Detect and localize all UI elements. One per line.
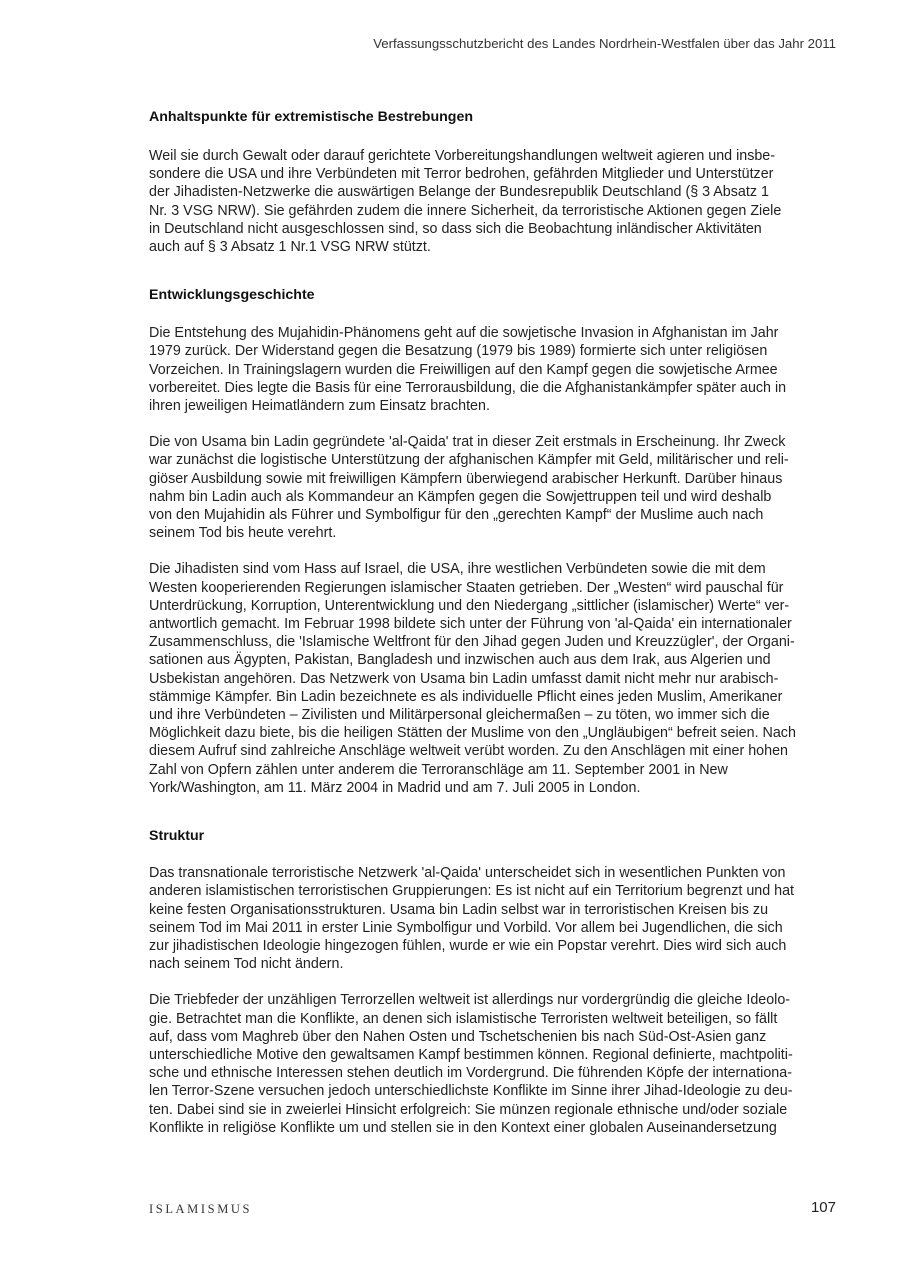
text-line: sche und ethnische Interessen stehen deutlich im Vordergrund. Die führenden Köpfe der internationa- [149, 1065, 792, 1082]
text-line: Möglichkeit dazu biete, bis die heiligen Stätten der Muslime von den „Ungläubigen“ befreit seien. Nach [149, 725, 796, 742]
text-line: Weil sie durch Gewalt oder darauf gerichtete Vorbereitungshandlungen weltweit agieren und insbe- [149, 148, 776, 164]
running-header: Verfassungsschutzbericht des Landes Nordrhein-Westfalen über das Jahr 2011 [373, 36, 836, 51]
text-line: vorbereitet. Dies legte die Basis für eine Terrorausbildung, die die Afghanistankämpfer später auch in [149, 379, 787, 396]
text-line: auf, dass vom Maghreb über den Nahen Osten und Tschetschenien bis nach Süd-Ost-Asien ganz [149, 1028, 767, 1045]
page-content [149, 106, 839, 1137]
text-line: unterschiedliche Motive den gewaltsamen Kampf bestimmen können. Regional definierte, machtpoliti- [149, 1046, 793, 1063]
footer-chapter-label: ISLAMISMUS [149, 1202, 253, 1216]
text-line: Die Triebfeder der unzähligen Terrorzellen weltweit ist allerdings nur vordergründig die gleiche Ideolo- [149, 992, 791, 1009]
text-line: Konflikte in religiöse Konflikte um und stellen sie in den Kontext einer globalen Auseinandersetzung [149, 1119, 777, 1136]
paragraph [149, 324, 839, 415]
text-line: ten. Dabei sind sie in zweierlei Hinsicht erfolgreich: Sie münzen regionale ethnische und/oder soziale [149, 1101, 788, 1118]
text-line: Nr. 3 VSG NRW). Sie gefährden zudem die innere Sicherheit, da terroristische Aktionen gegen Ziele [149, 202, 782, 219]
text-line: Zahl von Opfern zählen unter anderem die Terroranschläge am 11. September 2001 in New [149, 761, 728, 778]
text-line: len Terror-Szene versuchen jedoch unterschiedlichste Konflikte im Sinne ihrer Jihad-Ideologie zu deu- [149, 1083, 793, 1100]
text-line: Zusammenschluss, die 'Islamische Weltfront für den Jihad gegen Juden und Kreuzzügler', der Organi- [149, 634, 795, 651]
text-line: diesem Aufruf sind zahlreiche Anschläge weltweit verübt worden. Zu den Anschlägen mit einer hohen [149, 743, 788, 760]
text-line: nach seinem Tod nicht ändern. [149, 956, 344, 973]
text-line: Usbekistan angehören. Das Netzwerk von Usama bin Ladin umfasst damit nicht mehr nur arabisch- [149, 670, 779, 687]
text-line: Die Jihadisten sind vom Hass auf Israel, die USA, ihre westlichen Verbündeten sowie die mit dem [149, 561, 766, 578]
text-line: und ihre Verbündeten – Zivilisten und Militärpersonal gleichermaßen – zu töten, wo immer sich die [149, 707, 770, 724]
text-line: sondere die USA und ihre Verbündeten mit Terror bedrohen, gefährden Mitglieder und Unterstützer [149, 166, 774, 183]
text-line: der Jihadisten-Netzwerke die auswärtigen Belange der Bundesrepublik Deutschland (§ 3 Absatz 1 [149, 184, 769, 201]
text-line: ihren jeweiligen Heimatländern zum Einsatz brachten. [149, 398, 490, 415]
paragraph [149, 864, 839, 973]
text-line: Die von Usama bin Ladin gegründete 'al-Qaida' trat in dieser Zeit erstmals in Erscheinung. Ihr Zweck [149, 434, 786, 451]
text-line: zur jihadistischen Ideologie hingezogen fühlen, wurde er wie ein Popstar verehrt. Dies wird sich auch [149, 937, 787, 954]
text-line: nahm bin Ladin auch als Kommandeur an Kämpfen gegen die Sowjettruppen teil und wird deshalb [149, 488, 772, 505]
text-line: stämmige Kämpfer. Bin Ladin bezeichnete es als individuelle Pflicht eines jeden Muslim, Amerikaner [149, 688, 783, 705]
text-line: antwortlich gemacht. Im Februar 1998 bildete sich unter der Führung von 'al-Qaida' ein internationaler [149, 616, 792, 633]
text-line: Die Entstehung des Mujahidin-Phänomens geht auf die sowjetische Invasion in Afghanistan im Jahr [149, 325, 779, 342]
section-heading: Entwicklungsgeschichte [149, 287, 315, 304]
paragraph [149, 991, 839, 1137]
text-line: Unterdrückung, Korruption, Unterentwicklung und den Niedergang „sittlicher (islamischer) Werte“ ver- [149, 597, 790, 614]
section-heading: Struktur [149, 828, 205, 845]
text-line: Das transnationale terroristische Netzwerk 'al-Qaida' unterscheidet sich in wesentlichen Punkten von [149, 865, 786, 882]
section-heading: Anhaltspunkte für extremistische Bestrebungen [149, 109, 474, 125]
text-line: Westen kooperierenden Regierungen islamischer Staaten getrieben. Der „Westen“ wird pauschal für [149, 579, 784, 596]
text-line: gie. Betrachtet man die Konflikte, an denen sich islamistische Terroristen weltweit beteiligen, so fällt [149, 1010, 778, 1027]
text-line: seinem Tod im Mai 2011 in erster Linie Symbolfigur und Vorbild. Vor allem bei Jugendlichen, die sich [149, 919, 783, 936]
text-line: war zunächst die logistische Unterstützung der afghanischen Kämpfer mit Geld, militärischer und reli- [149, 452, 789, 469]
text-line: seinem Tod bis heute verehrt. [149, 525, 337, 542]
page-number: 107 [810, 1199, 836, 1216]
paragraph [149, 560, 839, 797]
text-line: giöser Ausbildung sowie mit freiwilligen Kämpfern überwiegend arabischer Herkunft. Darüber hinaus [149, 470, 783, 487]
text-line: anderen islamistischen terroristischen Gruppierungen: Es ist nicht auf ein Territorium begrenzt und hat [149, 883, 795, 900]
text-line: Vorzeichen. In Trainingslagern wurden die Freiwilligen auf den Kampf gegen die sowjetische Armee [149, 361, 778, 378]
text-line: von den Mujahidin als Führer und Symbolfigur für den „gerechten Kampf“ der Muslime auch nach [149, 507, 764, 524]
text-line: sationen aus Ägypten, Pakistan, Bangladesh und inzwischen auch aus dem Irak, aus Algerien und [149, 652, 771, 669]
text-line: 1979 zurück. Der Widerstand gegen die Besatzung (1979 bis 1989) formierte sich unter religiösen [149, 343, 768, 360]
text-line: keine festen Organisationsstrukturen. Usama bin Ladin selbst war in terroristischen Kreisen bis zu [149, 901, 769, 918]
text-line: auch auf § 3 Absatz 1 Nr.1 VSG NRW stützt. [149, 239, 431, 256]
text-line: in Deutschland nicht ausgeschlossen sind, so dass sich die Beobachtung inländischer Aktivitäten [149, 220, 762, 237]
paragraph [149, 147, 839, 256]
text-line: York/Washington, am 11. März 2004 in Madrid und am 7. Juli 2005 in London. [149, 779, 641, 796]
paragraph [149, 433, 839, 542]
